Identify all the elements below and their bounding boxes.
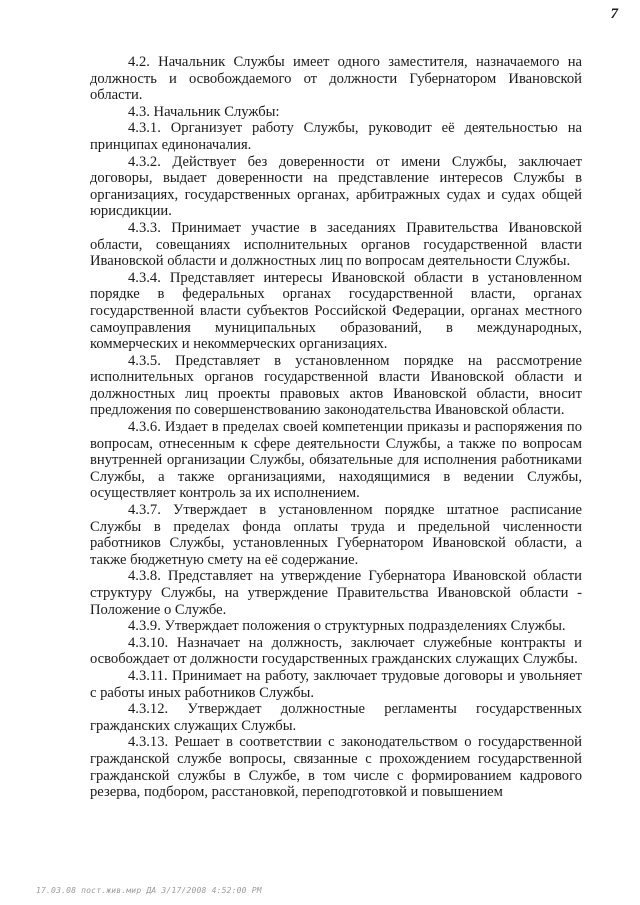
paragraph-4-2: 4.2. Начальник Службы имеет одного заместителя, назначаемого на должность и освобождаемого от должности Губернатором Ивановской области. [90, 54, 582, 104]
paragraph-4-3-13: 4.3.13. Решает в соответствии с законодательством о государственной гражданской службе вопросы, связанные с прохождением государственной гражданской службы в Службе, в том числе с формированием кадрового резерва, подбором, расстановкой, переподготовкой и повышением [90, 734, 582, 801]
paragraph-4-3-11: 4.3.11. Принимает на работу, заключает трудовые договоры и увольняет с работы иных работников Службы. [90, 667, 582, 701]
paragraph-4-3-3: 4.3.3. Принимает участие в заседаниях Правительства Ивановской области, совещаниях исполнительных органов государственной власти Ивановской области и должностных лиц по вопросам деятельности Службы. [90, 219, 582, 270]
paragraph-4-3-5: 4.3.5. Представляет в установленном порядке на рассмотрение исполнительных органов государственной власти Ивановской области и должностных лиц проекты правовых актов Ивановской области, вносит предложения по совершенствованию законодательства Ивановской области. [90, 352, 582, 419]
paragraph-4-3-6: 4.3.6. Издает в пределах своей компетенции приказы и распоряжения по вопросам, отнесенным к сфере деятельности Службы, а также по вопросам внутренней организации Службы, обязательные для исполнения работниками Службы, а также организациями, находящимися в ведении Службы, осуществляет контроль за их исполнением. [90, 419, 582, 502]
paragraph-4-3-12: 4.3.12. Утверждает должностные регламенты государственных гражданских служащих Службы. [90, 701, 582, 734]
paragraph-4-3-10: 4.3.10. Назначает на должность, заключает служебные контракты и освобождает от должности государственных гражданских служащих Службы. [90, 634, 582, 668]
footer-stamp: 17.03.08 пост.жив.мир ДА 3/17/2008 4:52:00 PM [36, 886, 262, 895]
paragraph-4-3-9: 4.3.9. Утверждает положения о структурных подразделениях Службы. [128, 618, 566, 635]
paragraph-4-3-1: 4.3.1. Организует работу Службы, руководит её деятельностью на принципах единоначалия. [90, 120, 582, 153]
paragraph-4-3-7: 4.3.7. Утверждает в установленном порядке штатное расписание Службы в пределах фонда оплаты труда и предельной численности работников Службы, установленных Губернатором Ивановской области, а также бюджетную смету на её содержание. [90, 502, 582, 568]
paragraph-4-3-2: 4.3.2. Действует без доверенности от имени Службы, заключает договоры, выдает доверенности на представление интересов Службы в организациях, государственных органах, арбитражных судах и судах общей юрисдикции. [90, 153, 582, 220]
page-number: 7 [610, 6, 618, 22]
document-body [90, 54, 582, 801]
paragraph-4-3: 4.3. Начальник Службы: [128, 103, 280, 120]
paragraph-4-3-4: 4.3.4. Представляет интересы Ивановской области в установленном порядке в федеральных органах государственной власти, органах государственной власти субъектов Российской Федерации, органах местного самоуправления муниципальных образований, в международных, коммерческих и некоммерческих организациях. [90, 269, 582, 353]
paragraph-4-3-8: 4.3.8. Представляет на утверждение Губернатора Ивановской области структуру Службы, на утверждение Правительства Ивановской области - Положение о Службе. [90, 568, 582, 618]
